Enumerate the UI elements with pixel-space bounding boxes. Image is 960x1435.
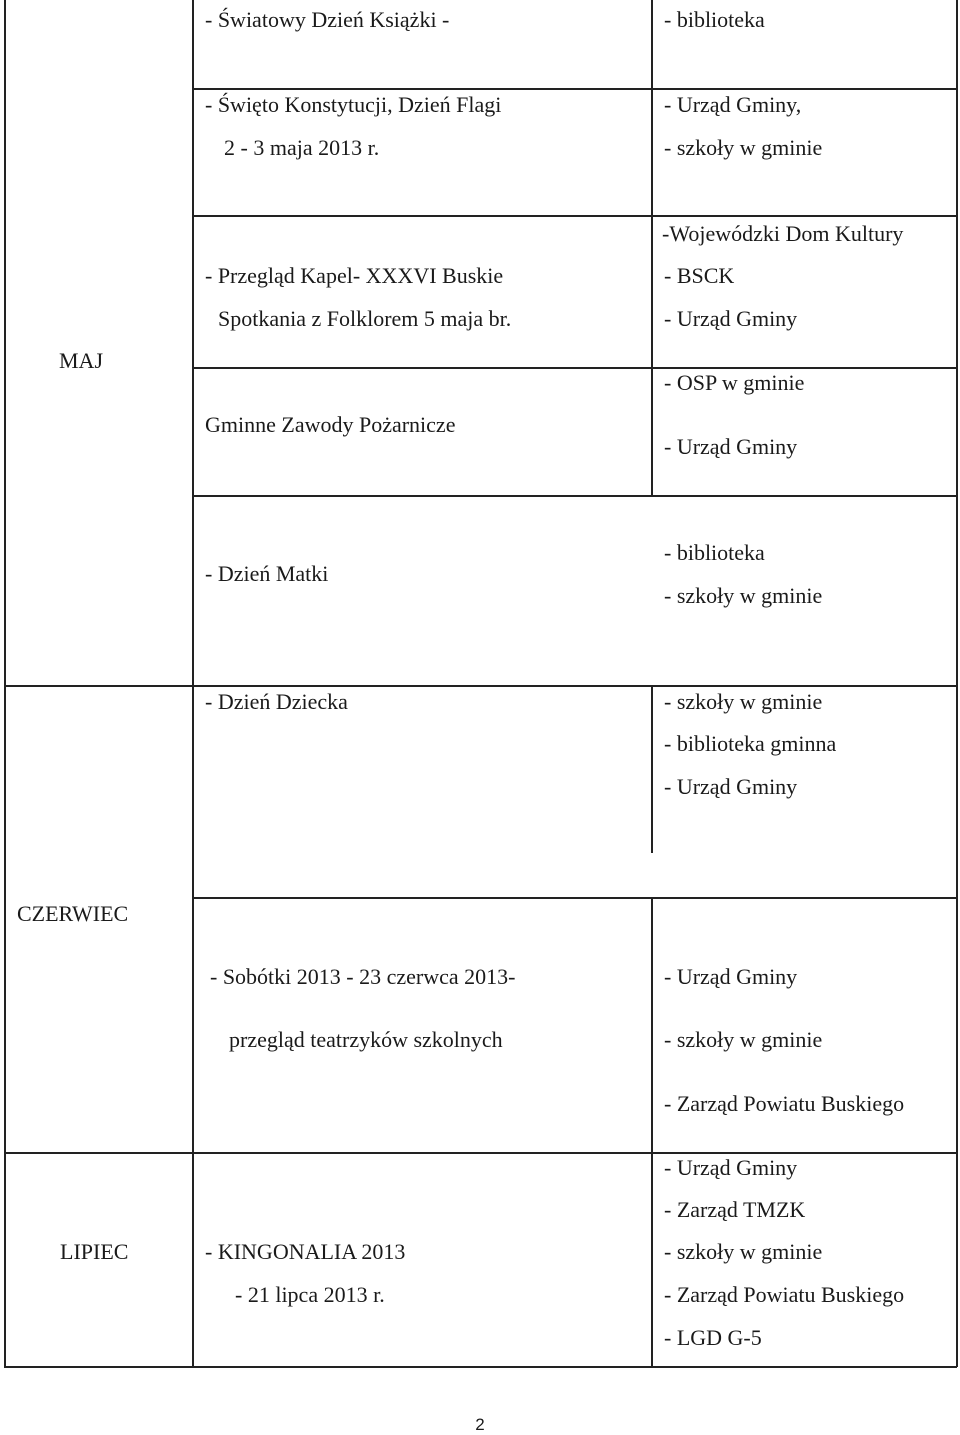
- table-border-bottom: [4, 1366, 957, 1368]
- organizer-text: - Urząd Gminy: [664, 774, 798, 799]
- page-number: 2: [475, 1415, 485, 1434]
- organizer-text: -Wojewódzki Dom Kultury: [662, 221, 904, 246]
- organizer-text: - szkoły w gminie: [664, 689, 823, 714]
- organizer-text: - Zarząd TMZK: [664, 1197, 806, 1222]
- month-label: LIPIEC: [60, 1239, 129, 1264]
- organizer-text: - Urząd Gminy: [664, 434, 798, 459]
- table-border-left: [4, 0, 6, 1367]
- row-divider: [192, 495, 957, 497]
- organizer-text: - Zarząd Powiatu Buskiego: [664, 1091, 905, 1116]
- month-label: MAJ: [59, 348, 104, 373]
- row-divider: [192, 88, 957, 90]
- row-divider: [192, 367, 957, 369]
- column-divider-month: [192, 0, 194, 1367]
- event-text: 2 - 3 maja 2013 r.: [224, 135, 380, 160]
- event-text: Spotkania z Folklorem 5 maja br.: [218, 306, 512, 331]
- organizer-text: - szkoły w gminie: [664, 583, 823, 608]
- organizer-text: - biblioteka gminna: [664, 731, 837, 756]
- event-text: Gminne Zawody Pożarnicze: [205, 412, 456, 437]
- event-text: - Dzień Matki: [205, 561, 329, 586]
- organizer-text: - biblioteka: [664, 540, 765, 565]
- organizer-text: - LGD G-5: [664, 1325, 762, 1350]
- event-text: - Przegląd Kapel- XXXVI Buskie: [205, 263, 504, 288]
- column-divider-organizer: [651, 897, 653, 1367]
- column-divider-organizer: [651, 685, 653, 853]
- month-label: CZERWIEC: [17, 901, 129, 926]
- event-text: - KINGONALIA 2013: [205, 1239, 406, 1264]
- organizer-text: - Zarząd Powiatu Buskiego: [664, 1282, 905, 1307]
- organizer-text: - Urząd Gminy: [664, 964, 798, 989]
- row-divider: [192, 897, 957, 899]
- organizer-text: - szkoły w gminie: [664, 135, 823, 160]
- row-divider: [4, 1152, 957, 1154]
- organizer-text: - Urząd Gminy,: [664, 92, 802, 117]
- event-text: - Święto Konstytucji, Dzień Flagi: [205, 92, 502, 117]
- organizer-text: - Urząd Gminy: [664, 1155, 798, 1180]
- table-border-right: [956, 0, 958, 1367]
- organizer-text: - BSCK: [664, 263, 735, 288]
- row-divider: [192, 215, 957, 217]
- event-text: - Sobótki 2013 - 23 czerwca 2013-: [210, 964, 516, 989]
- organizer-text: - biblioteka: [664, 7, 765, 32]
- event-text: - Dzień Dziecka: [205, 689, 348, 714]
- organizer-text: - Urząd Gminy: [664, 306, 798, 331]
- organizer-text: - szkoły w gminie: [664, 1239, 823, 1264]
- column-divider-organizer: [651, 0, 653, 495]
- event-text: przegląd teatrzyków szkolnych: [229, 1027, 503, 1052]
- event-text: - 21 lipca 2013 r.: [235, 1282, 385, 1307]
- organizer-text: - szkoły w gminie: [664, 1027, 823, 1052]
- event-text: - Światowy Dzień Książki -: [205, 7, 450, 32]
- row-divider: [4, 685, 957, 687]
- organizer-text: - OSP w gminie: [664, 370, 805, 395]
